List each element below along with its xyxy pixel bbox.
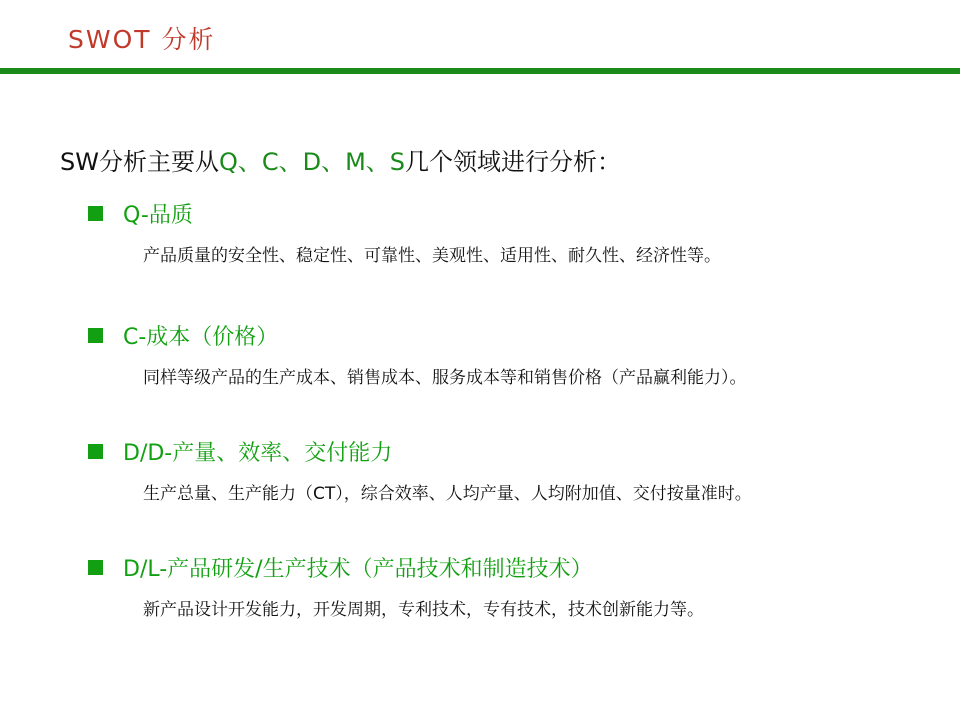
list-item-header bbox=[0, 436, 960, 467]
intro-text bbox=[60, 142, 621, 177]
list-item bbox=[0, 320, 960, 388]
square-bullet-icon bbox=[88, 560, 103, 575]
list-item-title: D/L-产品研发/生产技术（产品技术和制造技术） bbox=[123, 557, 593, 582]
page-title: SWOT 分析 bbox=[68, 25, 216, 54]
list-item-body: 生产总量、生产能力（CT），综合效率、人均产量、人均附加值、交付按量准时。 bbox=[143, 484, 752, 504]
square-bullet-icon bbox=[88, 206, 103, 221]
list-item-title: Q-品质 bbox=[123, 203, 193, 228]
list-item bbox=[0, 436, 960, 504]
square-bullet-icon bbox=[88, 444, 103, 459]
list-item-title: D/D-产量、效率、交付能力 bbox=[123, 441, 393, 466]
intro-accent: Q、C、D、M、S bbox=[218, 148, 406, 176]
title-divider bbox=[0, 68, 960, 74]
list-item bbox=[0, 198, 960, 266]
list-item-body: 新产品设计开发能力，开发周期，专利技术，专有技术，技术创新能力等。 bbox=[143, 600, 704, 620]
list-item-body: 同样等级产品的生产成本、销售成本、服务成本等和销售价格（产品赢利能力）。 bbox=[143, 368, 747, 388]
list-item-title: C-成本（价格） bbox=[123, 325, 279, 350]
list-item-header bbox=[0, 198, 960, 229]
square-bullet-icon bbox=[88, 328, 103, 343]
intro-prefix: SW分析主要从 bbox=[60, 148, 219, 176]
bullet-list bbox=[0, 198, 960, 620]
list-item-header bbox=[0, 320, 960, 351]
list-item bbox=[0, 552, 960, 620]
intro-suffix: 几个领域进行分析： bbox=[405, 148, 622, 176]
list-item-body: 产品质量的安全性、稳定性、可靠性、美观性、适用性、耐久性、经济性等。 bbox=[143, 246, 721, 266]
list-item-header bbox=[0, 552, 960, 583]
